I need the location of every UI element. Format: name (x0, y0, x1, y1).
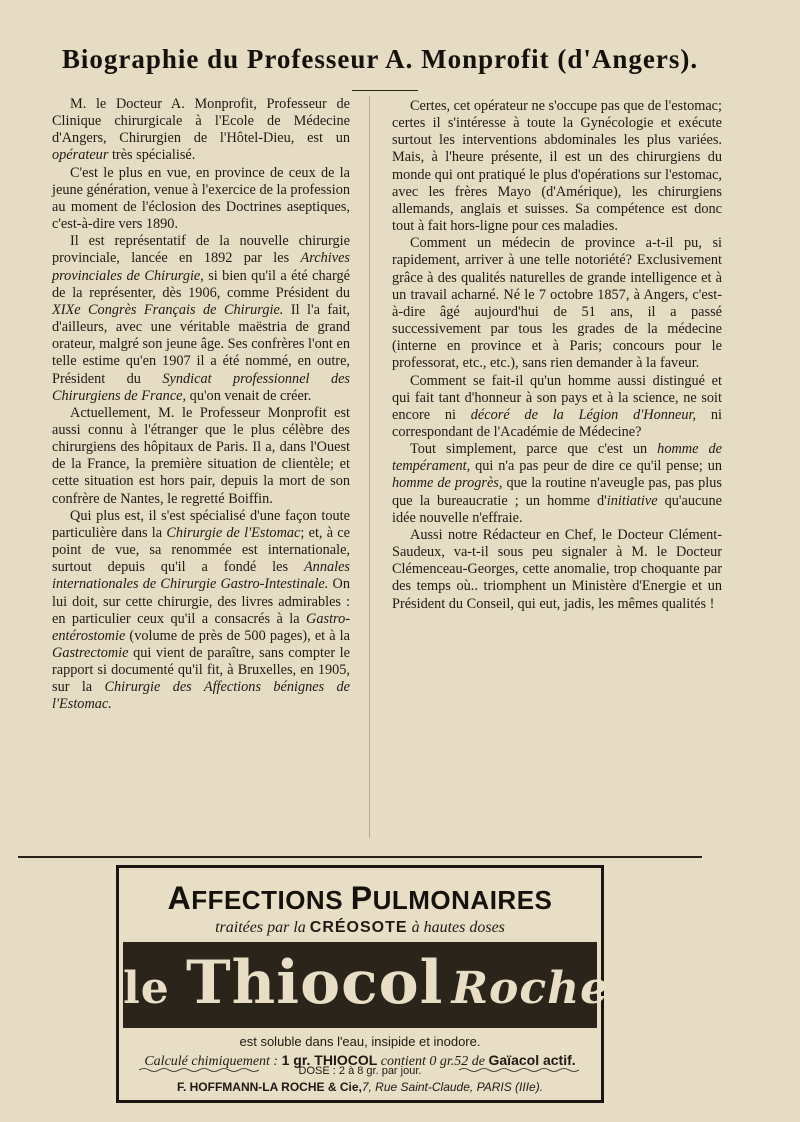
right-paragraph-2: Comment un médecin de province a-t-il pu, si rapidement, arriver à une telle notoriété? Exclusivement grâce à des qualités naturelles de grande intelligence et à un travail acharné. Né le 7 octobre 1857, à Angers, c'est-à-dire âgé aujourd'hui de 51 ans, il a passé successivement par tous les grades de la médecine (interne en province et à Paris; concours pour le professorat, etc., etc.), sans rien demander à la faveur. (392, 235, 722, 372)
column-divider (369, 96, 370, 838)
title-underline (352, 90, 418, 91)
right-paragraph-4: Tout simplement, parce que c'est un homme de tempérament, qui n'a pas peur de dire ce qu'il pense; un homme de progrès, que la routine n'aveugle pas, pas plus que la bureaucratie ; un homme d'initiative qu'aucune idée nouvelle n'effraie. (392, 441, 722, 526)
ad-headline: AFFECTIONS PULMONAIRES (167, 880, 553, 916)
ad-manufacturer: F. HOFFMANN-LA ROCHE & Cie,7, Rue Saint-Claude, PARIS (IIIe). (176, 1080, 544, 1094)
ad-subheadline: traitées par la CRÉOSOTE à hautes doses (215, 919, 505, 936)
left-paragraph-1: M. le Docteur A. Monprofit, Professeur de Clinique chirurgicale à l'Ecole de Médecine d'Angers, Chirurgien de l'Hôtel-Dieu, est un opérateur très spécialisé. (52, 96, 350, 164)
advertisement (116, 865, 610, 1103)
ad-dosage: DOSE : 2 à 8 gr. par jour. (298, 1065, 422, 1077)
left-paragraph-3: Il est représentatif de la nouvelle chirurgie provinciale, lancée en 1892 par les Archives provinciales de Chirurgie, si bien qu'il a été chargé de la représenter, dès 1906, comme Président du XIXe Congrès Français de Chirurgie. Il l'a fait, d'ailleurs, avec une véritable maëstria de grand orateur, malgré son jeune âge. Ses confrères l'ont en telle estime qu'en 1907 il a été nommé, en outre, Président du Syndicat professionnel des Chirurgiens de France, qu'on venait de créer. (52, 233, 351, 404)
article-title: Biographie du Professeur A. Monprofit (d'Angers). (61, 44, 699, 74)
left-paragraph-2: C'est le plus en vue, en province de ceux de la jeune génération, venue à l'exercice de la profession au moment de l'éclosion des Doctrines aseptiques, c'est-à-dire vers 1890. (52, 164, 350, 233)
ad-composition: Calculé chimiquement : 1 gr. THIOCOL contient 0 gr.52 de Gaïacol actif. (144, 1052, 576, 1069)
right-paragraph-3: Comment se fait-il qu'un homme aussi distingué et qui fait tant d'honneur à son pays et à la science, ne soit encore ni décoré de la Légion d'Honneur, ni correspondant de l'Académie de Médecine? (392, 372, 723, 440)
ad-brand-name: le Thiocol Roche (123, 948, 610, 1018)
right-paragraph-5: Aussi notre Rédacteur en Chef, le Docteur Clément-Saudeux, va-t-il sous peu signaler à M. le Docteur Clémenceau-Georges, cette anomalie, trop choquante par des temps où.. triomphent un Ministère d'Energie et un Président du Conseil, qui eut, jadis, les mêmes qualités ! (392, 526, 722, 612)
left-paragraph-4: Actuellement, M. le Professeur Monprofit est aussi connu à l'étranger que le plus célèbre des chirurgiens des hôpitaux de Paris. Il a, dans l'Ouest de la France, la première situation de clientèle; et cette situation est hors pair, depuis la mort de son confrère de Nantes, le regretté Boiffin. (52, 404, 350, 507)
right-column (392, 98, 722, 613)
ad-description: est soluble dans l'eau, insipide et inodore. (239, 1034, 481, 1049)
left-paragraph-5: Qui plus est, il s'est spécialisé d'une façon toute particulière dans la Chirurgie de l'Estomac; et, à ce point de vue, sa renommée est internationale, surtout depuis qu'il a fondé les Annales internationales de Chirurgie Gastro-Intestinale. On lui doit, sur cette chirurgie, des livres admirables : en particulier ceux qu'il a consacrés à la Gastro-entérostomie (volume de près de 500 pages), et à la Gastrectomie qui vient de paraître, sans compter le rapport si documenté qu'il fit, à Bruxelles, en 1905, sur la Chirurgie des Affections bénignes de l'Estomac. (52, 507, 350, 713)
section-rule (18, 856, 702, 858)
left-column (52, 96, 350, 714)
right-paragraph-1: Certes, cet opérateur ne s'occupe pas que de l'estomac; certes il s'intéresse à toute la Gynécologie et exécute surtout les interventions abdominales les plus variées. Mais, à l'heure présente, il est un des chirurgiens du monde qui ont pratiqué le plus d'opérations sur l'estomac, avec les frères Mayo (d'Amérique), les chirurgiens allemands, anglais et suisses. Sa compétence est donc tout à fait hors-ligne pour ces maladies. (392, 98, 723, 235)
ad-brand-banner (123, 942, 610, 1028)
